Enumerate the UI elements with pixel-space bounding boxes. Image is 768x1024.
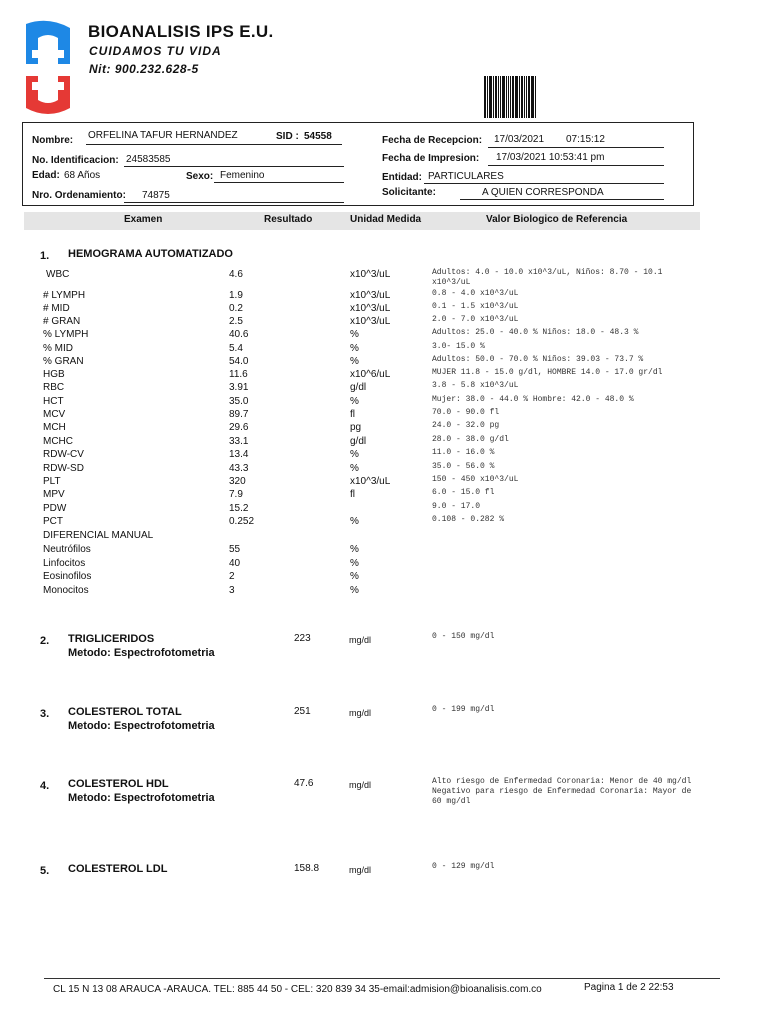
exam-name: Eosinofilos (43, 571, 92, 582)
test-reference: Alto riesgo de Enfermedad Coronaria: Menor de 40 mg/dl Negativo para riesgo de Enfermedad Coronaria: Mayor de 60 mg/dl (432, 777, 692, 806)
exam-name: Linfocitos (43, 558, 86, 569)
recepcion-label: Fecha de Recepcion: (382, 135, 483, 146)
sid-label: SID : (276, 131, 299, 142)
exam-unit: % (350, 449, 359, 460)
test-method: Metodo: Espectrofotometria (68, 647, 215, 659)
solicitante-value: A QUIEN CORRESPONDA (482, 187, 604, 198)
test-number: 2. (40, 635, 50, 647)
test-result: 47.6 (294, 778, 314, 789)
exam-unit: x10^3/uL (350, 316, 391, 327)
test-method: Metodo: Espectrofotometria (68, 720, 215, 732)
impresion-value: 17/03/2021 10:53:41 pm (496, 152, 605, 163)
exam-result: 4.6 (229, 269, 243, 280)
exam-reference: 3.0- 15.0 % (432, 342, 485, 351)
exam-result: 320 (229, 476, 246, 487)
exam-name: MCH (43, 422, 66, 433)
exam-reference: 150 - 450 x10^3/uL (432, 475, 519, 484)
exam-name: MCHC (43, 436, 73, 447)
exam-unit: % (350, 356, 359, 367)
exam-unit: % (350, 329, 359, 340)
test-title: COLESTEROL HDL (68, 778, 169, 790)
id-value: 24583585 (126, 154, 171, 165)
test-unit: mg/dl (349, 635, 372, 645)
exam-name: % MID (43, 343, 73, 354)
exam-unit: pg (350, 422, 362, 433)
exam-reference: Adultos: 25.0 - 40.0 % Niños: 18.0 - 48.3 % (432, 328, 639, 337)
col-unidad: Unidad Medida (350, 214, 422, 225)
exam-reference: 11.0 - 16.0 % (432, 448, 495, 457)
exam-result: 2.5 (229, 316, 243, 327)
exam-unit: x10^3/uL (350, 269, 391, 280)
sexo-underline (214, 182, 344, 183)
exam-result: 13.4 (229, 449, 249, 460)
exam-result: 11.6 (229, 369, 248, 380)
test-result: 223 (294, 633, 311, 644)
exam-unit: % (350, 463, 359, 474)
id-underline (124, 166, 344, 167)
exam-unit: fl (350, 489, 355, 500)
entidad-value: PARTICULARES (428, 171, 504, 182)
exam-result: 0.252 (229, 516, 255, 527)
exam-name: PCT (43, 516, 63, 527)
test-number: 5. (40, 865, 50, 877)
exam-result: 43.3 (229, 463, 249, 474)
exam-result: 29.6 (229, 422, 249, 433)
test-title: COLESTEROL LDL (68, 863, 168, 875)
exam-reference: MUJER 11.8 - 15.0 g/dl, HOMBRE 14.0 - 17.0 gr/dl (432, 368, 663, 377)
sexo-label: Sexo: (186, 171, 214, 182)
hemograma-title: HEMOGRAMA AUTOMATIZADO (68, 248, 233, 260)
exam-name: RDW-CV (43, 449, 84, 460)
test-result: 251 (294, 706, 311, 717)
exam-result: 89.7 (229, 409, 249, 420)
test-method: Metodo: Espectrofotometria (68, 792, 215, 804)
edad-label: Edad: (32, 170, 60, 181)
exam-unit: x10^3/uL (350, 290, 391, 301)
exam-name: RBC (43, 382, 65, 393)
exam-reference: 3.8 - 5.8 x10^3/uL (432, 381, 519, 390)
recepcion-underline (488, 147, 664, 148)
exam-name: Neutrófilos (43, 544, 91, 555)
exam-result: 2 (229, 571, 235, 582)
exam-unit: % (350, 544, 359, 555)
solicitante-label: Solicitante: (382, 187, 436, 198)
recepcion-time: 07:15:12 (566, 134, 605, 145)
exam-result: 54.0 (229, 356, 249, 367)
col-referencia: Valor Biologico de Referencia (486, 214, 628, 225)
test-title: TRIGLICERIDOS (68, 633, 155, 645)
exam-result: 0.2 (229, 303, 243, 314)
entidad-label: Entidad: (382, 172, 422, 183)
exam-name: PLT (43, 476, 61, 487)
exam-reference: 70.0 - 90.0 fl (432, 408, 500, 417)
orden-label: Nro. Ordenamiento: (32, 190, 126, 201)
exam-result: 15.2 (229, 503, 249, 514)
exam-name: % LYMPH (43, 329, 89, 340)
exam-result: 7.9 (229, 489, 243, 500)
exam-reference: 28.0 - 38.0 g/dl (432, 435, 509, 444)
exam-result: 5.4 (229, 343, 243, 354)
solicitante-underline (460, 199, 664, 200)
orden-underline (124, 202, 344, 203)
exam-reference: 2.0 - 7.0 x10^3/uL (432, 315, 519, 324)
exam-reference: Mujer: 38.0 - 44.0 % Hombre: 42.0 - 48.0 % (432, 395, 634, 404)
footer-address: CL 15 N 13 08 ARAUCA -ARAUCA. TEL: 885 44 50 - CEL: 320 839 34 35-email:admision@bioanalisis.com.co (53, 984, 542, 995)
exam-name: # MID (43, 303, 70, 314)
exam-reference: Adultos: 50.0 - 70.0 % Niños: 39.03 - 73.7 % (432, 355, 644, 364)
id-label: No. Identificacion: (32, 155, 119, 166)
orden-value: 74875 (142, 190, 170, 201)
col-examen: Examen (124, 214, 163, 225)
exam-unit: % (350, 396, 359, 407)
exam-name: DIFERENCIAL MANUAL (43, 530, 154, 541)
nombre-label: Nombre: (32, 135, 74, 146)
exam-reference: 0.1 - 1.5 x10^3/uL (432, 302, 519, 311)
footer-divider (44, 978, 720, 979)
exam-reference: 6.0 - 15.0 fl (432, 488, 495, 497)
test-reference: 0 - 150 mg/dl (432, 632, 495, 641)
exam-unit: % (350, 343, 359, 354)
exam-name: PDW (43, 503, 67, 514)
exam-reference: 9.0 - 17.0 (432, 502, 481, 511)
exam-result: 40.6 (229, 329, 249, 340)
exam-unit: % (350, 516, 359, 527)
company-tagline: CUIDAMOS TU VIDA (89, 44, 222, 58)
impresion-label: Fecha de Impresion: (382, 153, 480, 164)
test-reference: 0 - 199 mg/dl (432, 705, 495, 714)
test-unit: mg/dl (349, 865, 372, 875)
exam-name: # GRAN (43, 316, 81, 327)
exam-result: 1.9 (229, 290, 243, 301)
exam-reference: 0.8 - 4.0 x10^3/uL (432, 289, 519, 298)
test-unit: mg/dl (349, 708, 372, 718)
exam-unit: x10^3/uL (350, 303, 391, 314)
exam-unit: g/dl (350, 436, 367, 447)
exam-result: 40 (229, 558, 241, 569)
company-logo (24, 20, 72, 116)
page-number: Pagina 1 de 2 22:53 (584, 982, 674, 993)
exam-unit: x10^6/uL (350, 369, 391, 380)
hemograma-number: 1. (40, 250, 50, 262)
barcode-icon (484, 76, 536, 118)
col-resultado: Resultado (264, 214, 313, 225)
nombre-value: ORFELINA TAFUR HERNANDEZ (88, 130, 238, 141)
recepcion-date: 17/03/2021 (494, 134, 545, 145)
exam-name: % GRAN (43, 356, 84, 367)
test-result: 158.8 (294, 863, 320, 874)
exam-reference: 24.0 - 32.0 pg (432, 421, 500, 430)
test-reference: 0 - 129 mg/dl (432, 862, 495, 871)
exam-unit: % (350, 558, 359, 569)
exam-name: HGB (43, 369, 65, 380)
test-number: 4. (40, 780, 50, 792)
exam-name: MPV (43, 489, 65, 500)
exam-result: 3.91 (229, 382, 249, 393)
test-title: COLESTEROL TOTAL (68, 706, 182, 718)
exam-unit: g/dl (350, 382, 367, 393)
exam-result: 3 (229, 585, 235, 596)
edad-value: 68 Años (64, 170, 101, 181)
exam-name: # LYMPH (43, 290, 86, 301)
exam-result: 33.1 (229, 436, 249, 447)
exam-result: 35.0 (229, 396, 249, 407)
company-nit: Nit: 900.232.628-5 (89, 62, 199, 76)
exam-result: 55 (229, 544, 241, 555)
exam-unit: % (350, 585, 359, 596)
exam-name: HCT (43, 396, 64, 407)
test-unit: mg/dl (349, 780, 372, 790)
exam-name: MCV (43, 409, 66, 420)
sexo-value: Femenino (220, 170, 265, 181)
exam-name: WBC (46, 269, 70, 280)
impresion-underline (488, 165, 664, 166)
exam-name: RDW-SD (43, 463, 84, 474)
test-number: 3. (40, 708, 50, 720)
entidad-underline (424, 183, 664, 184)
exam-reference: Adultos: 4.0 - 10.0 x10^3/uL, Niños: 8.70 - 10.1 x10^3/uL (432, 268, 663, 287)
sid-value: 54558 (304, 131, 332, 142)
company-name: BIOANALISIS IPS E.U. (88, 22, 274, 41)
exam-reference: 35.0 - 56.0 % (432, 462, 495, 471)
exam-unit: % (350, 571, 359, 582)
exam-unit: x10^3/uL (350, 476, 391, 487)
exam-reference: 0.108 - 0.282 % (432, 515, 505, 524)
exam-name: Monocitos (43, 585, 89, 596)
exam-unit: fl (350, 409, 355, 420)
nombre-underline (86, 144, 342, 145)
